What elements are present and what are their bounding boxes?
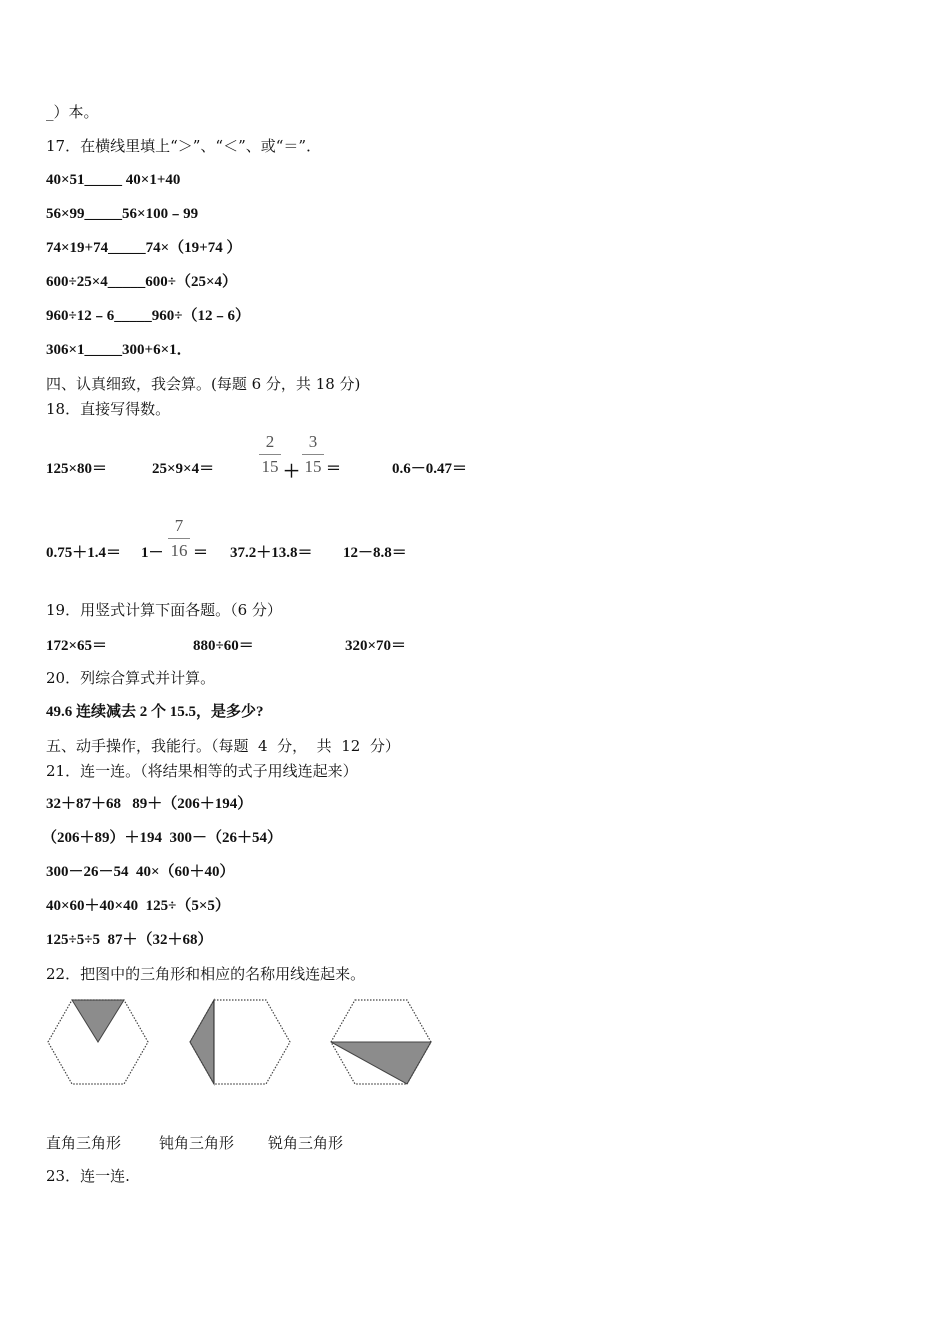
shaded-triangle-obtuse	[331, 1042, 431, 1084]
q17-item: 40×51_____ 40×1+40	[46, 172, 181, 188]
q21-item: 32＋87＋68 89＋（206＋194）	[46, 796, 253, 812]
section5-heading: 五、动手操作，我能行。（每题 4 分， 共 12 分）	[46, 737, 400, 755]
q22-label: 钝角三角形	[159, 1134, 235, 1152]
fraction-bar	[302, 454, 324, 455]
fraction-denominator: 15	[304, 457, 322, 476]
fraction-3-15	[302, 432, 324, 477]
fraction-numerator: 3	[308, 432, 318, 451]
shaded-triangle-right	[72, 1000, 124, 1042]
q18-r1-a: 125×80＝	[46, 461, 108, 477]
q23-title: 23．连一连.	[46, 1167, 130, 1185]
fraction-numerator: 2	[265, 432, 275, 451]
equals-sign: ＝	[326, 461, 342, 477]
q18-r1-b: 25×9×4＝	[152, 461, 215, 477]
q17-title: 17．在横线里填上“＞”、“＜”、或“＝”．	[46, 137, 322, 155]
q22-title: 22．把图中的三角形和相应的名称用线连起来。	[46, 965, 366, 983]
fraction-bar	[259, 454, 281, 455]
q18-title: 18．直接写得数。	[46, 400, 171, 418]
q18-r2-e: 12－8.8＝	[343, 545, 407, 561]
top-fragment: _）本。	[46, 103, 99, 121]
q19-item: 880÷60＝	[193, 638, 254, 654]
shaded-triangle-acute	[190, 1000, 214, 1084]
plus-sign: ＋	[283, 462, 300, 481]
q17-item: 56×99_____56×100﹣99	[46, 206, 199, 222]
q20-title: 20．列综合算式并计算。	[46, 669, 216, 687]
fraction-2-15	[259, 432, 281, 477]
q19-item: 172×65＝	[46, 638, 108, 654]
q22-label: 锐角三角形	[268, 1134, 344, 1152]
q20-text: 49.6 连续减去 2 个 15.5，是多少?	[46, 704, 264, 720]
hexagon-figure-2	[188, 996, 292, 1088]
q17-item: 600÷25×4_____600÷（25×4）	[46, 274, 238, 290]
q22-label: 直角三角形	[46, 1134, 122, 1152]
q21-item: 300－26－54 40×（60＋40）	[46, 864, 235, 880]
q21-item: 40×60＋40×40 125÷（5×5）	[46, 898, 230, 914]
q18-r1-e: 0.6－0.47＝	[392, 461, 468, 477]
q19-title: 19．用竖式计算下面各题。（6 分）	[46, 601, 282, 619]
q18-r2-a: 0.75＋1.4＝	[46, 545, 122, 561]
fraction-numerator: 7	[174, 516, 184, 535]
hexagon-figure-3	[329, 996, 433, 1088]
q21-item: 125÷5÷5 87＋（32＋68）	[46, 932, 213, 948]
q19-item: 320×70＝	[345, 638, 407, 654]
q21-item: （206＋89）＋194 300－（26＋54）	[42, 830, 283, 846]
fraction-denominator: 15	[261, 457, 279, 476]
equals-sign: ＝	[193, 545, 209, 561]
fraction-bar	[168, 538, 190, 539]
q18-r2-d: 37.2＋13.8＝	[230, 545, 313, 561]
q17-item: 960÷12﹣6_____960÷（12﹣6）	[46, 308, 250, 324]
q17-item: 306×1_____300+6×1．	[46, 342, 192, 358]
section4-heading: 四、认真细致，我会算。(每题 6 分，共 18 分)	[46, 375, 361, 393]
q21-title: 21．连一连。（将结果相等的式子用线连起来）	[46, 762, 358, 780]
hexagon-figure-1	[46, 996, 150, 1088]
fraction-denominator: 16	[170, 541, 188, 560]
fraction-7-16	[168, 516, 190, 561]
q18-r2-b: 1－	[141, 545, 164, 561]
q17-item: 74×19+74_____74×（19+74 ）	[46, 240, 242, 256]
